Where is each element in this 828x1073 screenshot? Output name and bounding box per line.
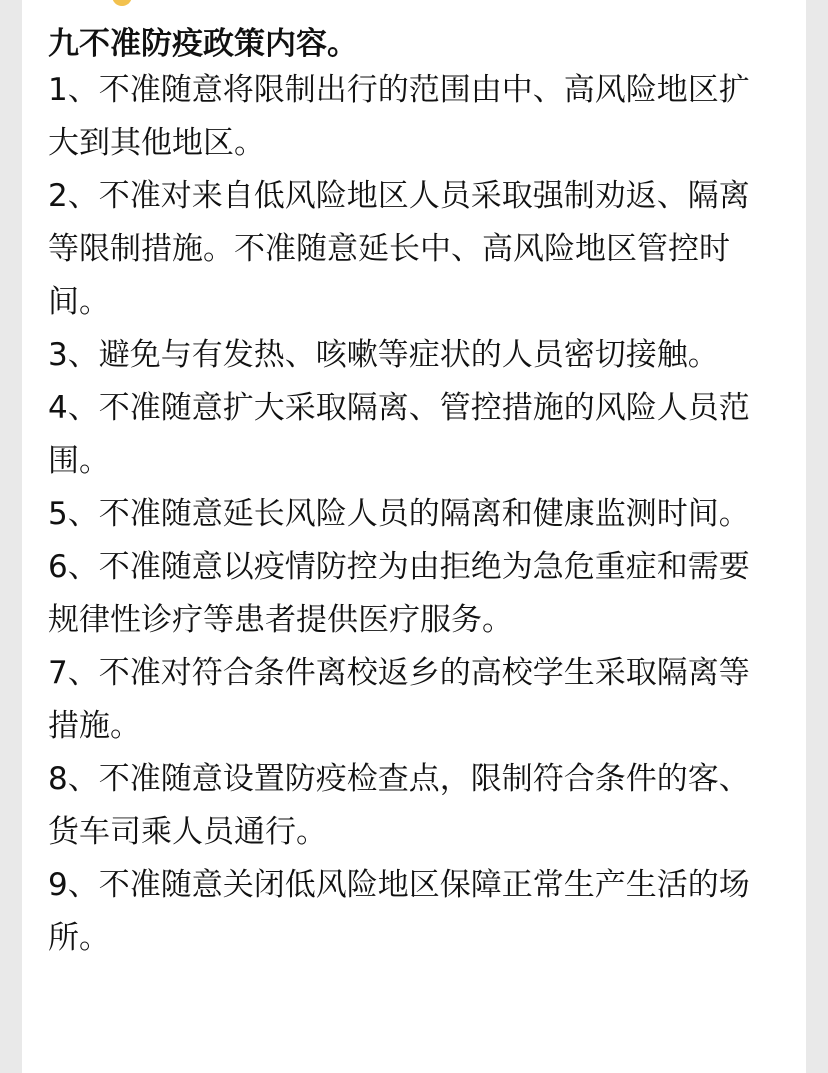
article-title: 九不准防疫政策内容。 [48, 26, 358, 62]
policy-item-9: 9、不准随意关闭低风险地区保障正常生产生活的场所。 [48, 867, 750, 956]
policy-item-1: 1、不准随意将限制出行的范围由中、高风险地区扩大到其他地区。 [48, 72, 750, 161]
emoji-icon [112, 0, 132, 6]
policy-item-8: 8、不准随意设置防疫检查点，限制符合条件的客、货车司乘人员通行。 [48, 761, 750, 850]
policy-item-4: 4、不准随意扩大采取隔离、管控措施的风险人员范围。 [48, 390, 750, 479]
cropped-top-line [42, 0, 806, 10]
left-gutter [0, 0, 22, 1073]
policy-item-7: 7、不准对符合条件离校返乡的高校学生采取隔离等措施。 [48, 655, 750, 744]
policy-item-5: 5、不准随意延长风险人员的隔离和健康监测时间。 [48, 496, 750, 532]
policy-list [48, 64, 806, 965]
article-content [48, 24, 806, 965]
policy-item-2: 2、不准对来自低风险地区人员采取强制劝返、隔离等限制措施。不准随意延长中、高风险地区管控时间。 [48, 178, 750, 320]
policy-item-3: 3、避免与有发热、咳嗽等症状的人员密切接触。 [48, 337, 719, 373]
right-gutter [806, 0, 828, 1073]
policy-item-6: 6、不准随意以疫情防控为由拒绝为急危重症和需要规律性诊疗等患者提供医疗服务。 [48, 549, 750, 638]
article-card [22, 0, 806, 1073]
